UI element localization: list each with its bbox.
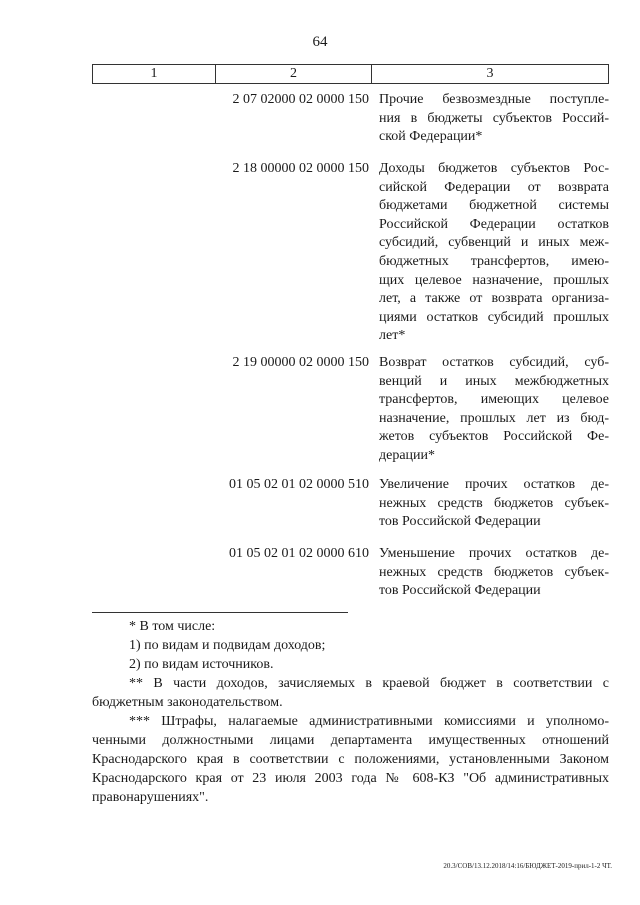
description-line: бюджетами бюджетной системы: [379, 198, 609, 214]
table-header-col-3: 3: [486, 66, 494, 81]
description-line: циями остатков субсидий прошлых: [379, 309, 609, 325]
description-line: лет, а также от возврата организа-: [379, 291, 609, 307]
description-line: жетов субъектов Российской Фе-: [379, 429, 609, 445]
footnote-3: [92, 712, 609, 807]
description-line: назначение, прошлых лет из бюд-: [379, 410, 609, 426]
description-line: тов Российской Федерации: [379, 583, 541, 599]
description-line: Уменьшение прочих остатков де-: [379, 546, 609, 561]
footnote-1-item-1: 1) по видам и подвидам доходов;: [129, 638, 326, 653]
footnote-1-title: * В том числе:: [129, 619, 216, 634]
budget-code: 2 19 00000 02 0000 150: [232, 355, 369, 370]
budget-code: 2 07 02000 02 0000 150: [232, 92, 369, 107]
footnote-3-line: правонарушениях".: [92, 790, 209, 805]
description-line: дерации*: [379, 447, 436, 463]
budget-code: 01 05 02 01 02 0000 610: [229, 546, 369, 561]
description-line: Российской Федерации остатков: [379, 216, 609, 232]
description-line: лет*: [379, 328, 406, 344]
footnote-divider: [92, 612, 348, 613]
footnote-1-item-2: 2) по видам источников.: [129, 657, 274, 672]
description-line: Увеличение прочих остатков де-: [379, 477, 609, 492]
description-line: субсидий, субвенций и иных меж-: [379, 235, 609, 251]
budget-code: 2 18 00000 02 0000 150: [232, 161, 369, 176]
footnote-3-line: *** Штрафы, налагаемые административными комиссиями и уполномо-: [129, 714, 609, 729]
footnote-3-line: ченными должностными лицами департамента имущественных отношений: [92, 733, 609, 748]
footnote-2-line: ** В части доходов, зачисляемых в краевой бюджет в соответствии с: [129, 676, 609, 691]
description-line: трансфертов, имеющих целевое: [379, 392, 609, 408]
footnotes: [92, 617, 609, 807]
description-line: сийской Федерации от возврата: [379, 179, 609, 195]
description-line: венций и иных межбюджетных: [379, 373, 609, 389]
table-header-row: [92, 64, 609, 84]
table-header-col-2: 2: [216, 65, 372, 83]
description-line: нежных средств бюджетов субъек-: [379, 564, 609, 580]
description-line: Возврат остатков субсидий, суб-: [379, 355, 609, 370]
description-line: бюджетных трансфертов, имею-: [379, 253, 609, 269]
description-line: щих целевое назначение, прошлых: [379, 272, 609, 288]
description-line: Прочие безвозмездные поступле-: [379, 92, 609, 107]
table-header-col-1: 1: [93, 65, 216, 83]
page-number: 64: [312, 34, 328, 50]
document-stamp: 20.3/СОВ/13.12.2018/14:16/БЮДЖЕТ-2019-прил-1-2 ЧТ.: [443, 862, 612, 870]
footnote-3-line: Краснодарского края в соответствии с положениями, установленными Законом: [92, 752, 609, 767]
row-description: [379, 545, 609, 601]
footnote-2-line: бюджетным законодательством.: [92, 695, 283, 710]
row-description: [379, 354, 609, 466]
row-description: [379, 91, 609, 147]
description-line: ской Федерации*: [379, 129, 483, 145]
footnote-3-line: Краснодарского края от 23 июля 2003 года № 608-КЗ "Об административных: [92, 771, 609, 786]
row-description: [379, 160, 609, 346]
description-line: нежных средств бюджетов субъек-: [379, 495, 609, 511]
description-line: тов Российской Федерации: [379, 514, 541, 530]
row-description: [379, 476, 609, 532]
description-line: ния в бюджеты субъектов Россий-: [379, 110, 609, 126]
budget-code: 01 05 02 01 02 0000 510: [229, 477, 369, 492]
footnote-2: [92, 674, 609, 712]
description-line: Доходы бюджетов субъектов Рос-: [379, 161, 609, 176]
